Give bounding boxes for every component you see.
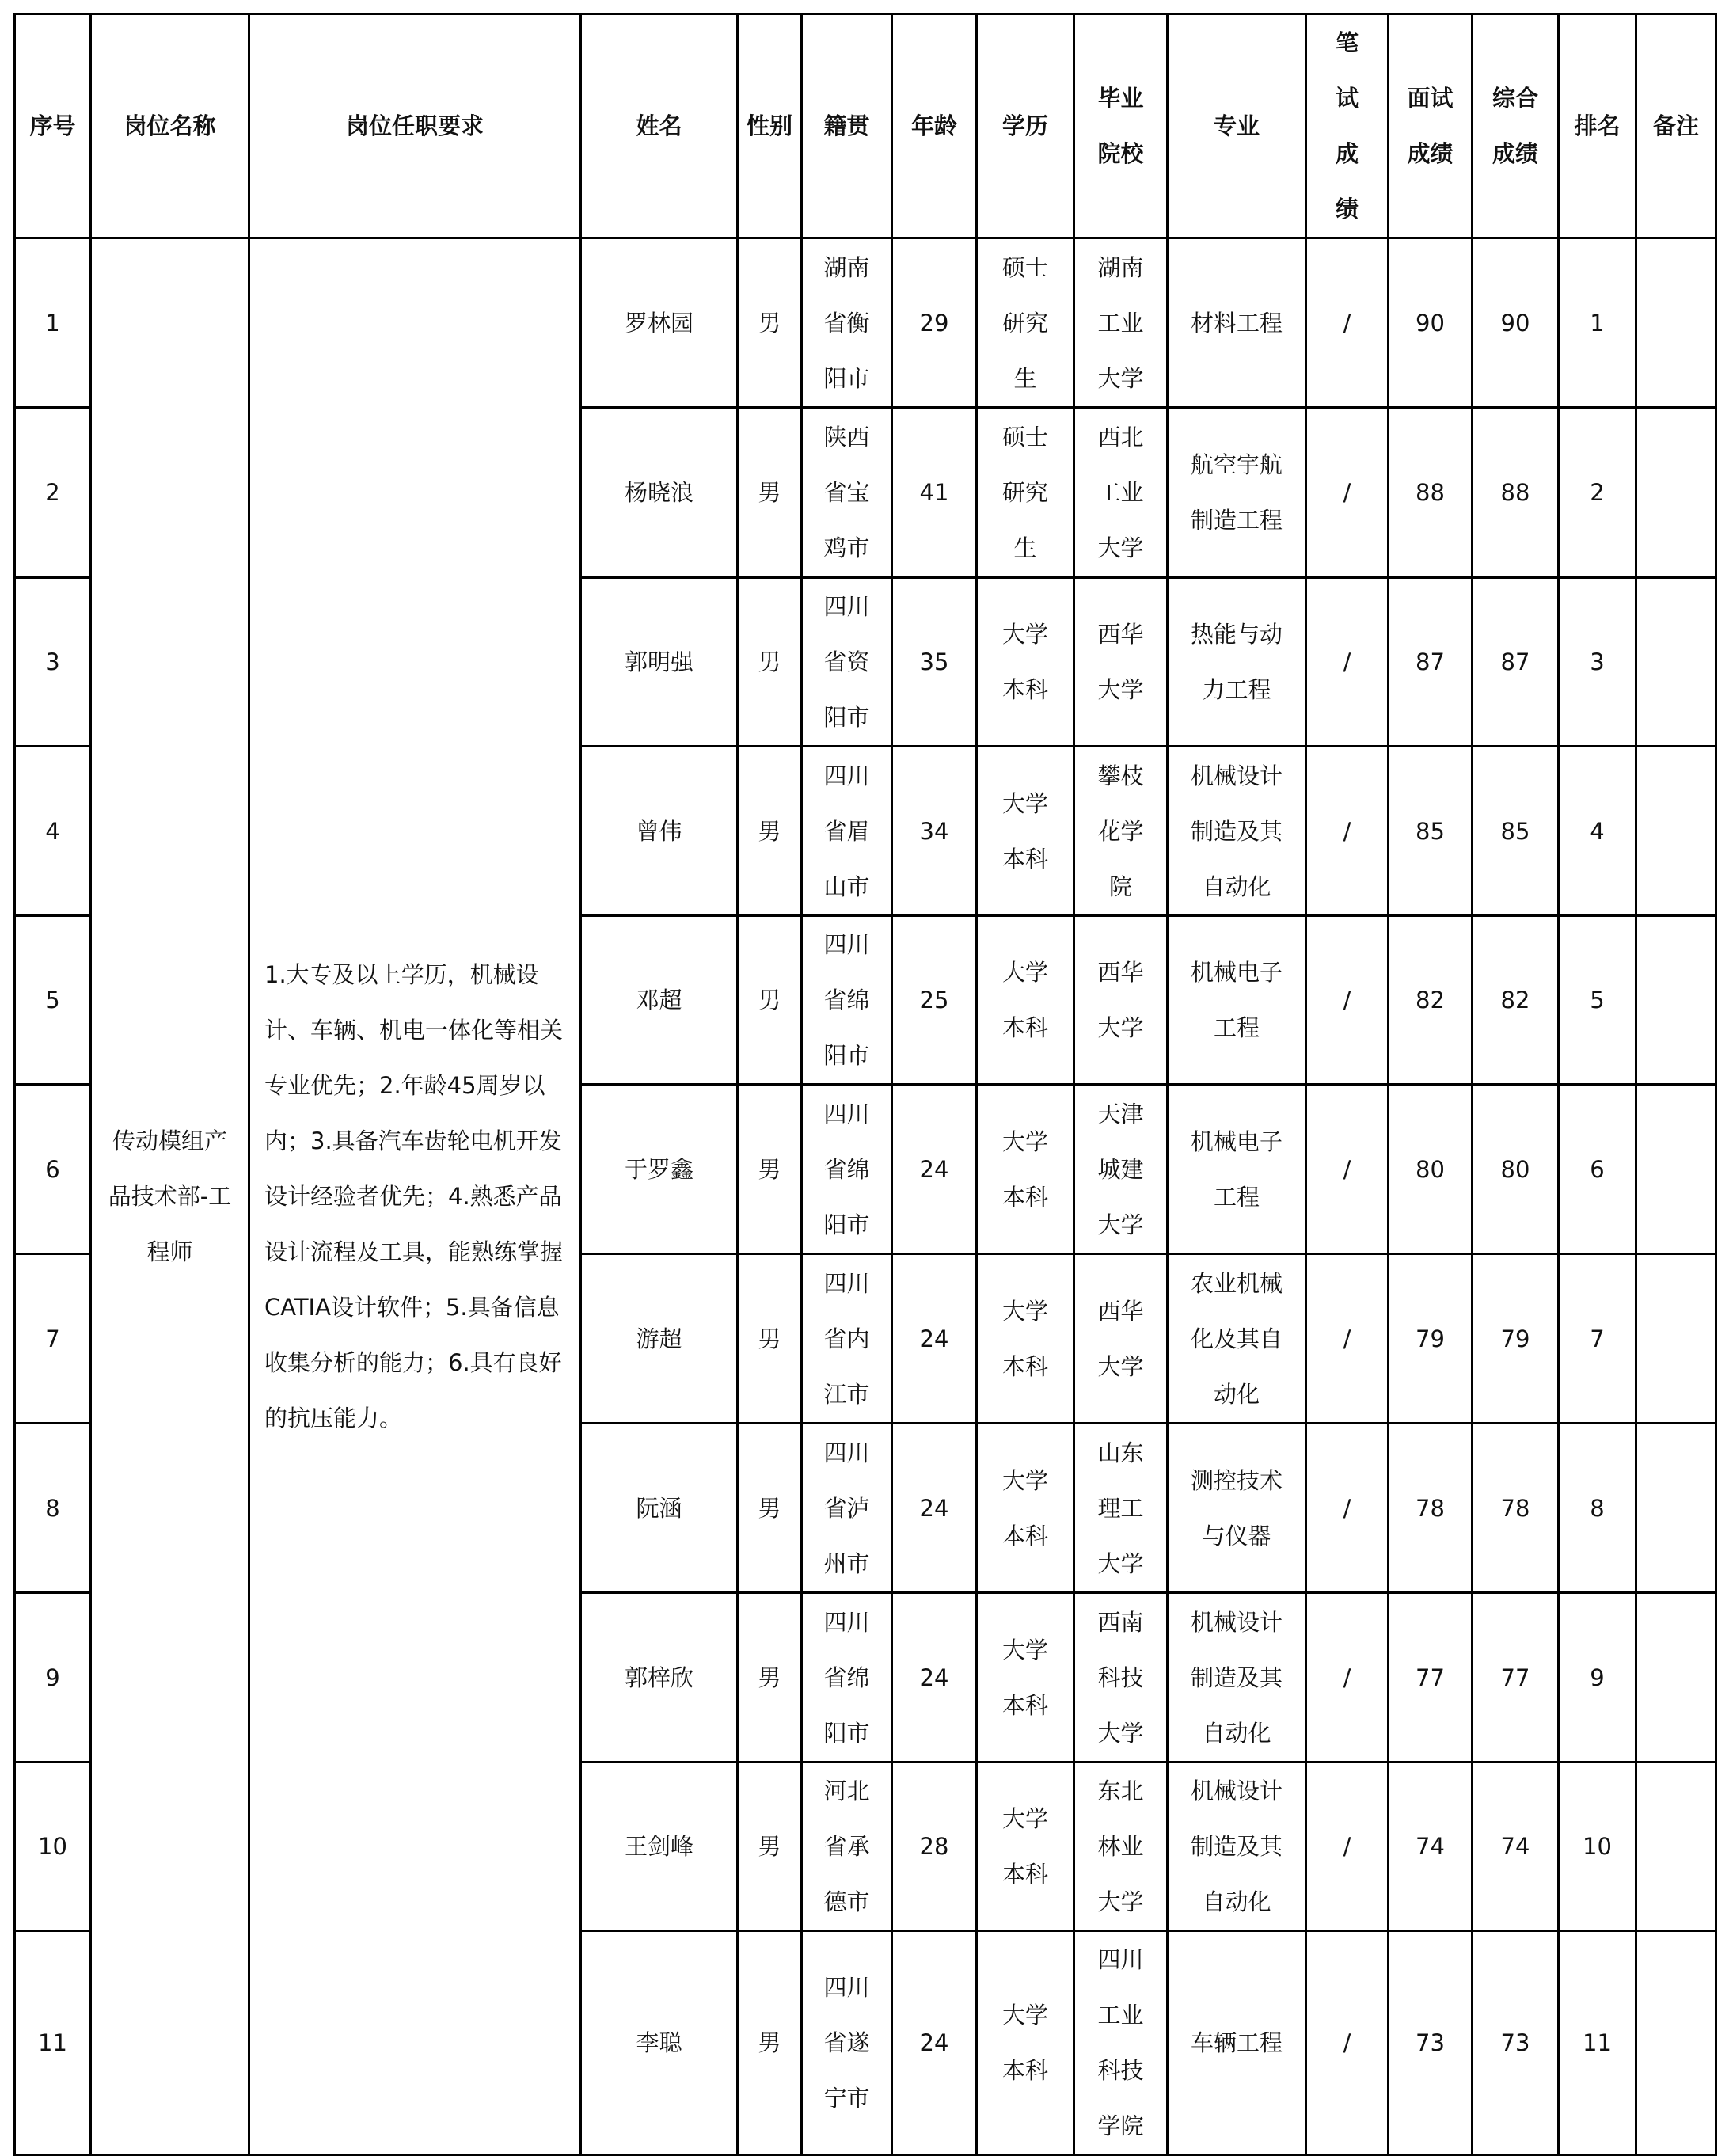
cell-rank: 2 xyxy=(1559,408,1636,578)
cell-written-score: / xyxy=(1306,747,1389,916)
cell-age: 41 xyxy=(892,408,977,578)
cell-remarks xyxy=(1636,747,1716,916)
cell-age: 25 xyxy=(892,916,977,1085)
cell-age: 24 xyxy=(892,1931,977,2155)
cell-major: 热能与动力工程 xyxy=(1168,578,1306,747)
cell-native-place: 湖南省衡阳市 xyxy=(802,238,892,408)
cell-rank: 11 xyxy=(1559,1931,1636,2155)
cell-native-place: 四川省绵阳市 xyxy=(802,1593,892,1762)
cell-name: 郭梓欣 xyxy=(581,1593,738,1762)
cell-education: 大学本科 xyxy=(977,1254,1074,1424)
cell-remarks xyxy=(1636,238,1716,408)
cell-requirements: 1.大专及以上学历，机械设计、车辆、机电一体化等相关专业优先；2.年龄45周岁以内；3.具备汽车齿轮电机开发设计经验者优先；4.熟悉产品设计流程及工具，能熟练掌握CATIA设计软件；5.具备信息收集分析的能力；6.具有良好的抗压能力。 xyxy=(249,238,581,2155)
cell-interview-score: 79 xyxy=(1389,1254,1472,1424)
cell-interview-score: 82 xyxy=(1389,916,1472,1085)
cell-rank: 10 xyxy=(1559,1762,1636,1931)
cell-seq: 8 xyxy=(15,1424,91,1593)
cell-name: 郭明强 xyxy=(581,578,738,747)
cell-total-score: 77 xyxy=(1472,1593,1559,1762)
cell-age: 35 xyxy=(892,578,977,747)
cell-gender: 男 xyxy=(738,1762,802,1931)
cell-education: 大学本科 xyxy=(977,747,1074,916)
cell-rank: 8 xyxy=(1559,1424,1636,1593)
cell-interview-score: 90 xyxy=(1389,238,1472,408)
cell-name: 游超 xyxy=(581,1254,738,1424)
cell-total-score: 88 xyxy=(1472,408,1559,578)
cell-school: 西华大学 xyxy=(1074,1254,1168,1424)
cell-seq: 7 xyxy=(15,1254,91,1424)
cell-education: 大学本科 xyxy=(977,1424,1074,1593)
cell-school: 东北林业大学 xyxy=(1074,1762,1168,1931)
cell-total-score: 78 xyxy=(1472,1424,1559,1593)
cell-interview-score: 88 xyxy=(1389,408,1472,578)
cell-name: 王剑峰 xyxy=(581,1762,738,1931)
cell-age: 24 xyxy=(892,1593,977,1762)
cell-remarks xyxy=(1636,1762,1716,1931)
cell-gender: 男 xyxy=(738,1593,802,1762)
header-interview-score: 面试成绩 xyxy=(1389,14,1472,238)
cell-seq: 9 xyxy=(15,1593,91,1762)
cell-gender: 男 xyxy=(738,1931,802,2155)
cell-total-score: 79 xyxy=(1472,1254,1559,1424)
cell-major: 材料工程 xyxy=(1168,238,1306,408)
cell-total-score: 80 xyxy=(1472,1085,1559,1254)
cell-gender: 男 xyxy=(738,1085,802,1254)
cell-written-score: / xyxy=(1306,408,1389,578)
candidate-table xyxy=(13,13,1717,2156)
cell-native-place: 四川省资阳市 xyxy=(802,578,892,747)
cell-rank: 5 xyxy=(1559,916,1636,1085)
header-position-name: 岗位名称 xyxy=(91,14,249,238)
cell-interview-score: 85 xyxy=(1389,747,1472,916)
cell-major: 车辆工程 xyxy=(1168,1931,1306,2155)
cell-education: 大学本科 xyxy=(977,578,1074,747)
cell-remarks xyxy=(1636,1254,1716,1424)
header-seq: 序号 xyxy=(15,14,91,238)
cell-rank: 1 xyxy=(1559,238,1636,408)
cell-gender: 男 xyxy=(738,1424,802,1593)
cell-gender: 男 xyxy=(738,747,802,916)
cell-age: 24 xyxy=(892,1424,977,1593)
cell-remarks xyxy=(1636,1593,1716,1762)
cell-remarks xyxy=(1636,1931,1716,2155)
cell-rank: 6 xyxy=(1559,1085,1636,1254)
cell-school: 湖南工业大学 xyxy=(1074,238,1168,408)
cell-major: 测控技术与仪器 xyxy=(1168,1424,1306,1593)
cell-education: 大学本科 xyxy=(977,1931,1074,2155)
cell-interview-score: 87 xyxy=(1389,578,1472,747)
cell-education: 大学本科 xyxy=(977,916,1074,1085)
cell-gender: 男 xyxy=(738,238,802,408)
cell-name: 李聪 xyxy=(581,1931,738,2155)
cell-written-score: / xyxy=(1306,916,1389,1085)
cell-remarks xyxy=(1636,1085,1716,1254)
cell-written-score: / xyxy=(1306,1762,1389,1931)
cell-position-name: 传动模组产品技术部-工程师 xyxy=(91,238,249,2155)
header-requirements: 岗位任职要求 xyxy=(249,14,581,238)
cell-written-score: / xyxy=(1306,1254,1389,1424)
cell-major: 机械设计制造及其自动化 xyxy=(1168,747,1306,916)
cell-major: 机械电子工程 xyxy=(1168,916,1306,1085)
cell-name: 罗林园 xyxy=(581,238,738,408)
cell-written-score: / xyxy=(1306,1085,1389,1254)
cell-interview-score: 77 xyxy=(1389,1593,1472,1762)
cell-written-score: / xyxy=(1306,1931,1389,2155)
cell-seq: 1 xyxy=(15,238,91,408)
cell-written-score: / xyxy=(1306,1424,1389,1593)
cell-name: 阮涵 xyxy=(581,1424,738,1593)
cell-name: 邓超 xyxy=(581,916,738,1085)
cell-major: 农业机械化及其自动化 xyxy=(1168,1254,1306,1424)
cell-education: 大学本科 xyxy=(977,1593,1074,1762)
header-remarks: 备注 xyxy=(1636,14,1716,238)
header-education: 学历 xyxy=(977,14,1074,238)
cell-major: 机械设计制造及其自动化 xyxy=(1168,1593,1306,1762)
cell-native-place: 四川省泸州市 xyxy=(802,1424,892,1593)
cell-native-place: 河北省承德市 xyxy=(802,1762,892,1931)
cell-name: 曾伟 xyxy=(581,747,738,916)
cell-seq: 4 xyxy=(15,747,91,916)
cell-native-place: 四川省绵阳市 xyxy=(802,1085,892,1254)
cell-native-place: 四川省绵阳市 xyxy=(802,916,892,1085)
cell-native-place: 四川省遂宁市 xyxy=(802,1931,892,2155)
cell-written-score: / xyxy=(1306,238,1389,408)
cell-remarks xyxy=(1636,578,1716,747)
cell-major: 航空宇航制造工程 xyxy=(1168,408,1306,578)
cell-school: 天津城建大学 xyxy=(1074,1085,1168,1254)
cell-rank: 3 xyxy=(1559,578,1636,747)
cell-school: 四川工业科技学院 xyxy=(1074,1931,1168,2155)
cell-native-place: 四川省内江市 xyxy=(802,1254,892,1424)
cell-school: 攀枝花学院 xyxy=(1074,747,1168,916)
cell-age: 29 xyxy=(892,238,977,408)
header-row xyxy=(15,14,1716,238)
header-native-place: 籍贯 xyxy=(802,14,892,238)
header-rank: 排名 xyxy=(1559,14,1636,238)
header-total-score: 综合成绩 xyxy=(1472,14,1559,238)
cell-age: 28 xyxy=(892,1762,977,1931)
table-row xyxy=(15,238,1716,408)
cell-remarks xyxy=(1636,916,1716,1085)
cell-name: 杨晓浪 xyxy=(581,408,738,578)
cell-gender: 男 xyxy=(738,916,802,1085)
cell-total-score: 73 xyxy=(1472,1931,1559,2155)
cell-remarks xyxy=(1636,408,1716,578)
cell-written-score: / xyxy=(1306,578,1389,747)
cell-interview-score: 78 xyxy=(1389,1424,1472,1593)
cell-interview-score: 73 xyxy=(1389,1931,1472,2155)
cell-remarks xyxy=(1636,1424,1716,1593)
cell-rank: 9 xyxy=(1559,1593,1636,1762)
header-age: 年龄 xyxy=(892,14,977,238)
cell-interview-score: 74 xyxy=(1389,1762,1472,1931)
cell-education: 大学本科 xyxy=(977,1085,1074,1254)
cell-rank: 4 xyxy=(1559,747,1636,916)
cell-education: 硕士研究生 xyxy=(977,408,1074,578)
cell-major: 机械设计制造及其自动化 xyxy=(1168,1762,1306,1931)
candidate-roster-sheet xyxy=(13,13,1717,2156)
cell-school: 西华大学 xyxy=(1074,578,1168,747)
cell-total-score: 82 xyxy=(1472,916,1559,1085)
cell-major: 机械电子工程 xyxy=(1168,1085,1306,1254)
cell-name: 于罗鑫 xyxy=(581,1085,738,1254)
cell-education: 硕士研究生 xyxy=(977,238,1074,408)
cell-gender: 男 xyxy=(738,578,802,747)
cell-school: 西华大学 xyxy=(1074,916,1168,1085)
cell-written-score: / xyxy=(1306,1593,1389,1762)
cell-interview-score: 80 xyxy=(1389,1085,1472,1254)
cell-gender: 男 xyxy=(738,1254,802,1424)
cell-school: 西北工业大学 xyxy=(1074,408,1168,578)
cell-school: 山东理工大学 xyxy=(1074,1424,1168,1593)
cell-seq: 2 xyxy=(15,408,91,578)
cell-total-score: 74 xyxy=(1472,1762,1559,1931)
cell-gender: 男 xyxy=(738,408,802,578)
cell-age: 24 xyxy=(892,1254,977,1424)
cell-total-score: 90 xyxy=(1472,238,1559,408)
cell-seq: 3 xyxy=(15,578,91,747)
cell-seq: 5 xyxy=(15,916,91,1085)
cell-total-score: 85 xyxy=(1472,747,1559,916)
header-school: 毕业院校 xyxy=(1074,14,1168,238)
cell-seq: 10 xyxy=(15,1762,91,1931)
cell-native-place: 陕西省宝鸡市 xyxy=(802,408,892,578)
cell-seq: 11 xyxy=(15,1931,91,2155)
cell-rank: 7 xyxy=(1559,1254,1636,1424)
header-major: 专业 xyxy=(1168,14,1306,238)
cell-age: 24 xyxy=(892,1085,977,1254)
cell-seq: 6 xyxy=(15,1085,91,1254)
header-gender: 性别 xyxy=(738,14,802,238)
header-written-score: 笔试成绩 xyxy=(1306,14,1389,238)
cell-age: 34 xyxy=(892,747,977,916)
cell-total-score: 87 xyxy=(1472,578,1559,747)
cell-education: 大学本科 xyxy=(977,1762,1074,1931)
header-name: 姓名 xyxy=(581,14,738,238)
cell-school: 西南科技大学 xyxy=(1074,1593,1168,1762)
cell-native-place: 四川省眉山市 xyxy=(802,747,892,916)
